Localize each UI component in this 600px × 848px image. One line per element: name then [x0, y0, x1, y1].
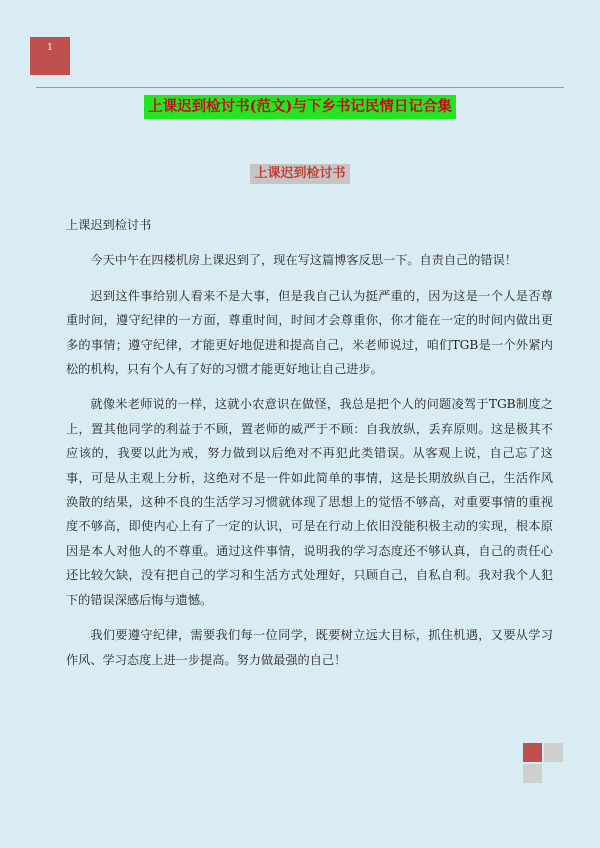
paragraph: 今天中午在四楼机房上课迟到了，现在写这篇博客反思一下。自责自己的错误！: [90, 253, 517, 268]
sub-title: [0, 162, 600, 184]
decorative-square-red: [523, 743, 542, 762]
decorative-square-gray: [544, 743, 563, 762]
document-body: [66, 213, 553, 683]
paragraph: 就像米老师说的一样，这就小农意识在做怪，我总是把个人的问题凌驾于TGB制度之上，置其他同学的利益于不顾，置老师的威严于不顾：自我放纵，丢弃原则。这是极其不应该的，我要以此为戒，努力做到以后绝对不再犯此类错误。从客观上说，自己忘了这事，可是从主观上分析，这绝对不是一件如此简单的事情，这是长期放纵自己，生活作风涣散的结果，这种不良的生活学习习惯就体现了思想上的觉悟不够高，对重要事情的重视度不够高，即使内心上有了一定的认识，可是在行动上依旧没能积极主动的实现，根本原因是本人对他人的不尊重。通过这件事情，说明我的学习态度还不够认真，自己的责任心还比较欠缺，没有把自己的学习和生活方式处理好，只顾自己，自私自利。我对我个人犯下的错误深感后悔与遗憾。: [66, 397, 553, 607]
page-number-badge: 1: [30, 37, 70, 75]
main-title: [0, 95, 600, 119]
decorative-square-gray: [523, 764, 542, 783]
paragraph: 迟到这件事给别人看来不是大事，但是我自己认为挺严重的，因为这是一个人是否尊重时间，遵守纪律的一方面，尊重时间，时间才会尊重你，你才能在一定的时间内做出更多的事情；遵守纪律，才能更好地促进和提高自己，米老师说过，咱们TGB是一个外紧内松的机构，只有个人有了好的习惯才能更好地让自己进步。: [66, 288, 553, 377]
header-divider: [36, 87, 564, 88]
main-title-text: 上课迟到检讨书(范文)与下乡书记民情日记合集: [144, 95, 456, 119]
paragraph: 上课迟到检讨书: [66, 218, 152, 232]
sub-title-text: 上课迟到检讨书: [250, 164, 349, 184]
paragraph: 我们要遵守纪律，需要我们每一位同学，既要树立远大目标，抓住机遇，又要从学习作风、学习态度上进一步提高。努力做最强的自己！: [66, 628, 553, 667]
